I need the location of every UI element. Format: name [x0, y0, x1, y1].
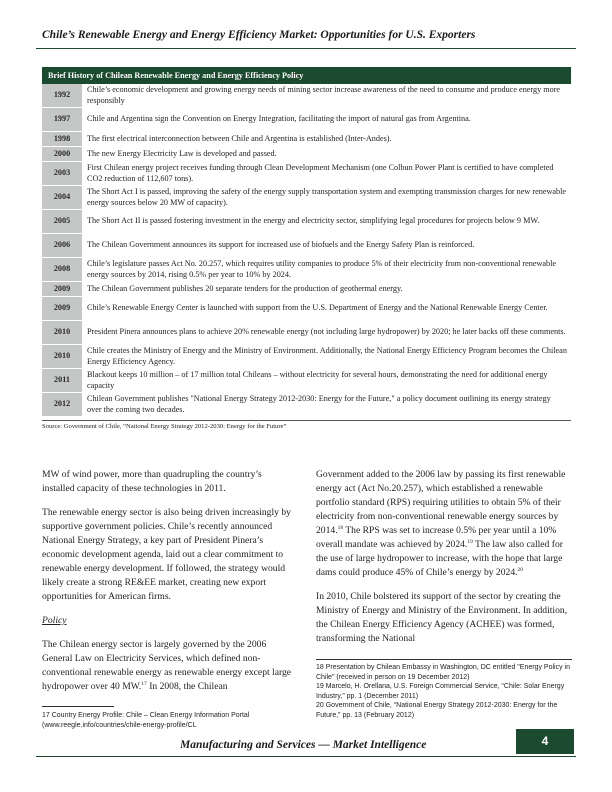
event-cell: The first electrical interconnection between Chile and Argentina is established (Inter-Andes). — [82, 132, 571, 147]
table-row — [42, 234, 571, 258]
table-title: Brief History of Chilean Renewable Energy and Energy Efficiency Policy — [42, 67, 571, 84]
year-cell: 2004 — [42, 186, 82, 210]
event-cell: The Chilean Government publishes 20 separate tenders for the production of geothermal energy. — [82, 282, 571, 297]
footnote-ref: 18 — [337, 524, 344, 531]
table-row — [42, 258, 571, 282]
table-row — [42, 147, 571, 162]
footnote-ref: 20 — [517, 566, 524, 573]
year-cell: 2000 — [42, 147, 82, 162]
table-row — [42, 84, 571, 108]
table-row — [42, 162, 571, 186]
year-cell: 2012 — [42, 393, 82, 417]
table-row — [42, 108, 571, 132]
event-cell: The Chilean Government announces its support for increased use of biofuels and the Energy Safety Plan is reinforced. — [82, 234, 571, 258]
footer-title: Manufacturing and Services — Market Intelligence — [180, 739, 427, 751]
event-cell: First Chilean energy project receives funding through Clean Development Mechanism (one Colbun Power Plant is certified to have completed CO2 reduction of 112,607 tons). — [82, 162, 571, 186]
paragraph-text: Government added to the 2006 law by passing its first renewable energy act (Act No.20.257), which established a renewable portfolio standard (RPS) requiring utilities to obtain 5% of their electricity from non-conventional renewable energy sources by 2014. — [316, 469, 566, 536]
table-row — [42, 186, 571, 210]
footnote-ref: 17 — [141, 680, 147, 687]
year-cell: 2010 — [42, 345, 82, 369]
event-cell: Chile’s economic development and growing energy needs of mining sector increase awareness of the need to consume and produce energy more responsibly — [82, 84, 571, 108]
footnotes-right — [316, 663, 572, 720]
header-divider — [36, 48, 576, 49]
event-cell: President Pinera announces plans to achieve 20% renewable energy (not including large hydropower) by 2020; he later backs off these comments. — [82, 321, 571, 345]
page-number: 4 — [516, 729, 574, 754]
year-cell: 1997 — [42, 108, 82, 132]
event-cell: Chile’s Renewable Energy Center is launched with support from the U.S. Department of Energy and the National Renewable Energy Center. — [82, 297, 571, 321]
footnote-ref: 19 — [467, 538, 473, 545]
footnote-17: 17 Country Energy Profile: Chile – Clean Energy Information Portal (www.reegle.info/countries/chile-energy-profile/CL — [42, 712, 250, 729]
year-cell: 2003 — [42, 162, 82, 186]
table-row — [42, 321, 571, 345]
paragraph — [316, 468, 572, 580]
page-header-title: Chile’s Renewable Energy and Energy Efficiency Market: Opportunities for U.S. Exporters — [42, 29, 476, 41]
table-row — [42, 282, 571, 297]
event-cell: Chile and Argentina sign the Convention on Energy Integration, facilitating the import of natural gas from Argentina. — [82, 108, 571, 132]
footer-divider — [36, 756, 576, 757]
year-cell: 2011 — [42, 369, 82, 393]
event-cell: The new Energy Electricity Law is developed and passed. — [82, 147, 571, 162]
paragraph: The renewable energy sector is also being driven increasingly by supportive government policies. Chile’s recently announced National Energy Strategy, a key part of President Pinera’s economic development agenda, laid out a clear commitment to renewable energy development. If followed, the strategy would likely create a strong RE&EE market, creating new export opportunities for American firms. — [42, 507, 291, 602]
left-column — [42, 468, 294, 704]
footnote-19: 19 Marcelo, H. Orellana, U.S. Foreign Commercial Service, “Chile: Solar Energy Industry,” pp. 1 (December 2011) — [316, 683, 565, 700]
event-cell: Blackout keeps 10 million – of 17 million total Chileans – without electricity for several hours, demonstrating the need for additional energy capacity — [82, 369, 571, 393]
year-cell: 2008 — [42, 258, 82, 282]
table-row — [42, 369, 571, 393]
table-row — [42, 210, 571, 234]
event-cell: The Short Act II is passed fostering investment in the energy and electricity sector, simplifying legal procedures for projects below 9 MW. — [82, 210, 571, 234]
footnote-20: 20 Government of Chile, “National Energy Strategy 2012-2030: Energy for the Future,” pp. 13 (February 2012) — [316, 702, 558, 719]
table-row — [42, 297, 571, 321]
event-cell: Chile creates the Ministry of Energy and the Ministry of Environment. Additionally, the National Energy Efficiency Program becomes the Chilean Energy Efficiency Agency. — [82, 345, 571, 369]
footnote-18: 18 Presentation by Chilean Embassy in Washington, DC entitled "Energy Policy in Chile" (received in person on 19 December 2012) — [316, 664, 570, 681]
footnote-divider — [316, 659, 572, 660]
paragraph-text: The RPS was set to increase 0.5% per year until a 10% overall mandate was achieved by 2024. — [316, 525, 557, 550]
year-cell: 2009 — [42, 297, 82, 321]
event-cell: Chilean Government publishes "National Energy Strategy 2012-2030: Energy for the Future," a policy document outlining its energy strategy over the coming two decades. — [82, 393, 571, 417]
year-cell: 2010 — [42, 321, 82, 345]
paragraph — [42, 638, 294, 694]
year-cell: 1992 — [42, 84, 82, 108]
table-body — [42, 84, 571, 417]
policy-history-table — [42, 67, 571, 430]
right-column — [316, 468, 572, 656]
event-cell: The Short Act I is passed, improving the safety of the energy supply transportation system and exempting transmission charges for new renewable energy sources below 20 MW of capacity). — [82, 186, 571, 210]
paragraph-text: In 2008, the Chilean — [146, 681, 228, 692]
section-heading-policy: Policy — [42, 615, 67, 626]
event-cell: Chile’s legislature passes Act No. 20.257, which requires utility companies to produce 5% of their electricity from non-conventional renewable energy sources by 2014, rising 0.5% per year to 10% by 2024. — [82, 258, 571, 282]
paragraph-text: The Chilean energy sector is largely governed by the 2006 General Law on Electricity Services, which defined non-conventional renewable energy as renewable energy except large hydropower over 40 MW. — [42, 639, 292, 692]
paragraph: In 2010, Chile bolstered its support of the sector by creating the Ministry of Energy and Ministry of the Environment. In addition, the Chilean Energy Efficiency Agency (ACHEE) was formed, transforming the National — [316, 591, 568, 644]
table-source: Source: Government of Chile, “National Energy Strategy 2012-2030: Energy for the Future” — [42, 420, 571, 430]
table-row — [42, 393, 571, 417]
year-cell: 2005 — [42, 210, 82, 234]
paragraph-text: The law also called for the use of large hydropower to increase, with the hope that large dams could produce 45% of Chile’s energy by 2024. — [316, 539, 563, 578]
year-cell: 2009 — [42, 282, 82, 297]
table-row — [42, 132, 571, 147]
paragraph: MW of wind power, more than quadrupling the country’s installed capacity of these technologies in 2011. — [42, 469, 262, 494]
year-cell: 1998 — [42, 132, 82, 147]
table-row — [42, 345, 571, 369]
footnote-divider — [42, 706, 114, 707]
year-cell: 2006 — [42, 234, 82, 258]
